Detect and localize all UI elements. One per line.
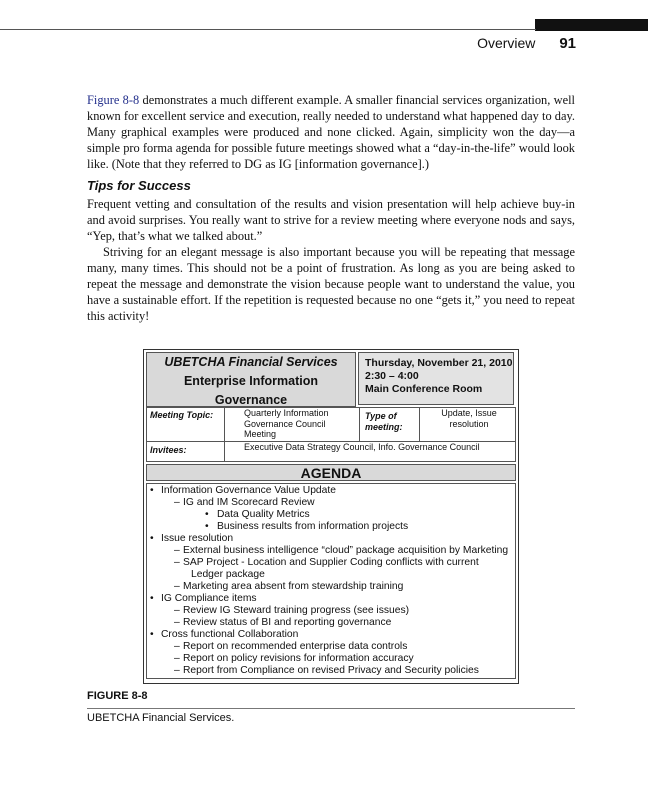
agenda-subitem: – SAP Project - Location and Supplier Coding conflicts with current xyxy=(174,557,479,568)
meeting-details xyxy=(358,352,514,405)
agenda-title: AGENDA xyxy=(146,464,516,481)
agenda-item: • Information Governance Value Update xyxy=(150,485,336,496)
caption-rule xyxy=(87,708,575,709)
invitees-value: Executive Data Strategy Council, Info. Governance Council xyxy=(244,442,480,452)
invitees-label: Invitees: xyxy=(150,445,187,455)
agenda-subitem: – Report from Compliance on revised Privacy and Security policies xyxy=(174,665,479,676)
agenda-figure xyxy=(143,349,519,684)
agenda-subitem: – Review status of BI and reporting governance xyxy=(174,617,392,628)
header-bar xyxy=(535,19,648,31)
agenda-subitem: – IG and IM Scorecard Review xyxy=(174,497,315,508)
agenda-subitem: – Review IG Steward training progress (see issues) xyxy=(174,605,410,616)
section-title: Overview xyxy=(477,35,536,51)
meeting-time: 2:30 – 4:00 xyxy=(365,370,419,382)
header-rule xyxy=(0,29,536,30)
invitees-row xyxy=(146,441,516,462)
meeting-type-value: Update, Issue resolution xyxy=(441,408,497,429)
running-head xyxy=(477,35,576,52)
agenda-subitem: – External business intelligence “cloud” package acquisition by Marketing xyxy=(174,545,509,556)
paragraph-1-text: demonstrates a much different example. A smaller financial services organization, well known for excellent service and execution, really needed to understand what happened day to day. Many graphical examples were produced and none clicked. Again, simplicity won the day—a simple pro forma agenda for possible future meetings showed what a “day-in-the-life” would look like. (Note that they referred to DG as IG [information governance].) xyxy=(87,93,575,171)
agenda-item: • Issue resolution xyxy=(150,533,234,544)
meeting-topic-row xyxy=(146,407,516,442)
agenda-subsubitem: • Data Quality Metrics xyxy=(205,509,310,520)
agenda-item: • Cross functional Collaboration xyxy=(150,629,299,640)
paragraph-1 xyxy=(87,92,575,172)
agenda-item: • IG Compliance items xyxy=(150,593,257,604)
figure-title-line-2: Enterprise Information xyxy=(183,374,319,388)
agenda-list xyxy=(146,483,516,679)
figure-label: FIGURE 8-8 xyxy=(87,690,148,702)
figure-title-line-3: Governance xyxy=(214,393,288,407)
meeting-topic-label: Meeting Topic: xyxy=(150,410,214,420)
body-text xyxy=(87,92,575,324)
paragraph-2: Frequent vetting and consultation of the results and vision presentation will help achieve buy-in and avoid surprises. You really want to strive for a review meeting where everyone nods and says, “Yep, that’s what we talked about.” xyxy=(87,197,575,243)
page-number: 91 xyxy=(559,35,576,52)
agenda-subitem: – Marketing area absent from stewardship training xyxy=(174,581,404,592)
section-heading: Tips for Success xyxy=(87,178,191,193)
figure-caption: UBETCHA Financial Services. xyxy=(87,712,235,724)
meeting-type-label: Type of meeting: xyxy=(365,411,403,432)
agenda-subitem-continuation: Ledger package xyxy=(191,569,265,580)
meeting-room: Main Conference Room xyxy=(365,383,483,395)
agenda-subsubitem: • Business results from information projects xyxy=(205,521,409,532)
figure-title-block xyxy=(146,352,356,407)
agenda-subitem: – Report on recommended enterprise data controls xyxy=(174,641,408,652)
figure-reference-link[interactable]: Figure 8-8 xyxy=(87,93,140,107)
meeting-topic-value: Quarterly Information Governance Council Meeting xyxy=(244,408,329,439)
company-name: UBETCHA Financial Services xyxy=(164,355,338,369)
agenda-subitem: – Report on policy revisions for information accuracy xyxy=(174,653,414,664)
meeting-date: Thursday, November 21, 2010 xyxy=(365,357,513,369)
paragraph-3: Striving for an elegant message is also important because you will be repeating that message many, many times. This should not be a point of frustration. As long as you are being asked to repeat the message and demonstrate the vision because people want to understand the value, you have a sustainable effort. If the repetition is requested because no one “gets it,” you need to repeat this activity! xyxy=(87,245,575,323)
